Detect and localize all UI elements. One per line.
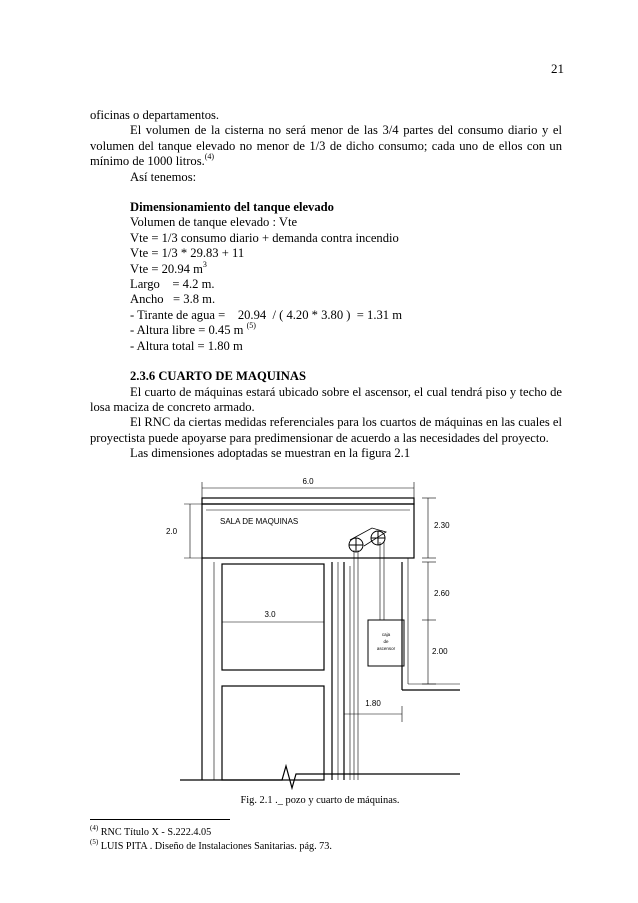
dim-right-mid: 2.60 xyxy=(434,589,450,598)
dim-right-low: 2.00 xyxy=(432,647,448,656)
figure-caption: Fig. 2.1 ._ pozo y cuarto de máquinas. xyxy=(240,795,400,806)
dim-inner-width: 3.0 xyxy=(264,610,276,619)
tank-water-depth: - Tirante de agua = 20.94 / ( 4.20 * 3.80 ) = 1.31 m xyxy=(130,307,403,322)
page-number: 21 xyxy=(551,61,564,76)
tank-total-height: - Altura total = 1.80 m xyxy=(130,338,243,353)
footnote-ref-5: (5) xyxy=(246,321,256,331)
cistern-volume-text: El volumen de la cisterna no será menor de las 3/4 partes del consumo diario y el volumen del tanque elevado no menor de 1/3 de dicho consumo; cada uno de ellos con un mínimo de 1000 litros. xyxy=(90,123,562,169)
machine-room-paragraph-2: El RNC da ciertas medidas referenciales para los cuartos de máquinas en las cuales el proyectista puede apoyarse para predimensionar de acuerdo a las necesidades del proyecto. xyxy=(90,415,562,445)
figure-elevator-shaft xyxy=(140,470,460,790)
free-height-text: - Altura libre = 0.45 m xyxy=(130,323,244,338)
opening-lower xyxy=(222,686,324,780)
body-text xyxy=(90,108,562,462)
car-label-1: caja xyxy=(381,632,391,637)
footnote-5 xyxy=(90,840,560,854)
top-slab xyxy=(202,498,414,504)
footnote-5-mark: (5) xyxy=(90,838,99,846)
car-label-3: ascensor xyxy=(376,646,396,651)
tank-vte-result xyxy=(90,259,562,277)
vte-result-text: Vte = 20.94 m xyxy=(130,261,203,276)
tank-line-3: Vte = 1/3 * 29.83 + 11 xyxy=(130,246,245,261)
tank-free-height xyxy=(90,323,562,338)
tank-line-2: Vte = 1/3 consumo diario + demanda contra incendio xyxy=(130,230,399,245)
dim-right-top: 2.30 xyxy=(434,521,450,530)
room-label: SALA DE MAQUINAS xyxy=(220,517,299,526)
machine-room-heading: 2.3.6 CUARTO DE MAQUINAS xyxy=(130,369,306,384)
tank-width: Ancho = 3.8 m. xyxy=(130,292,216,307)
tank-length: Largo = 4.2 m. xyxy=(130,277,215,292)
paragraph-continuation: oficinas o departamentos. xyxy=(90,108,220,122)
machine-room-paragraph-3: Las dimensiones adoptadas se muestran en la figura 2.1 xyxy=(130,446,411,461)
car-label-2: de xyxy=(383,639,389,644)
paragraph-cistern-volume xyxy=(90,123,562,169)
tank-line-1: Volumen de tanque elevado : Vte xyxy=(130,215,298,230)
footnote-4-mark: (4) xyxy=(90,824,99,832)
dim-left-height: 2.0 xyxy=(166,527,178,536)
dim-top-width: 6.0 xyxy=(302,477,314,486)
footnote-5-text: LUIS PITA . Diseño de Instalaciones Sanitarias. pág. 73. xyxy=(98,841,332,852)
dim-shaft-width: 1.80 xyxy=(365,699,381,708)
footnotes xyxy=(90,826,560,854)
paragraph-asi-tenemos: Así tenemos: xyxy=(130,169,197,184)
footnote-4-text: RNC Título X - S.222.4.05 xyxy=(98,827,212,838)
footnote-4 xyxy=(90,826,560,840)
cubic-exponent: 3 xyxy=(202,259,207,269)
footnote-ref-4: (4) xyxy=(204,152,215,162)
footnote-rule xyxy=(90,819,230,820)
tank-heading: Dimensionamiento del tanque elevado xyxy=(130,200,334,215)
machine-room-paragraph-1: El cuarto de máquinas estará ubicado sobre el ascensor, el cual tendrá piso y techo de losa maciza de concreto armado. xyxy=(90,384,562,414)
